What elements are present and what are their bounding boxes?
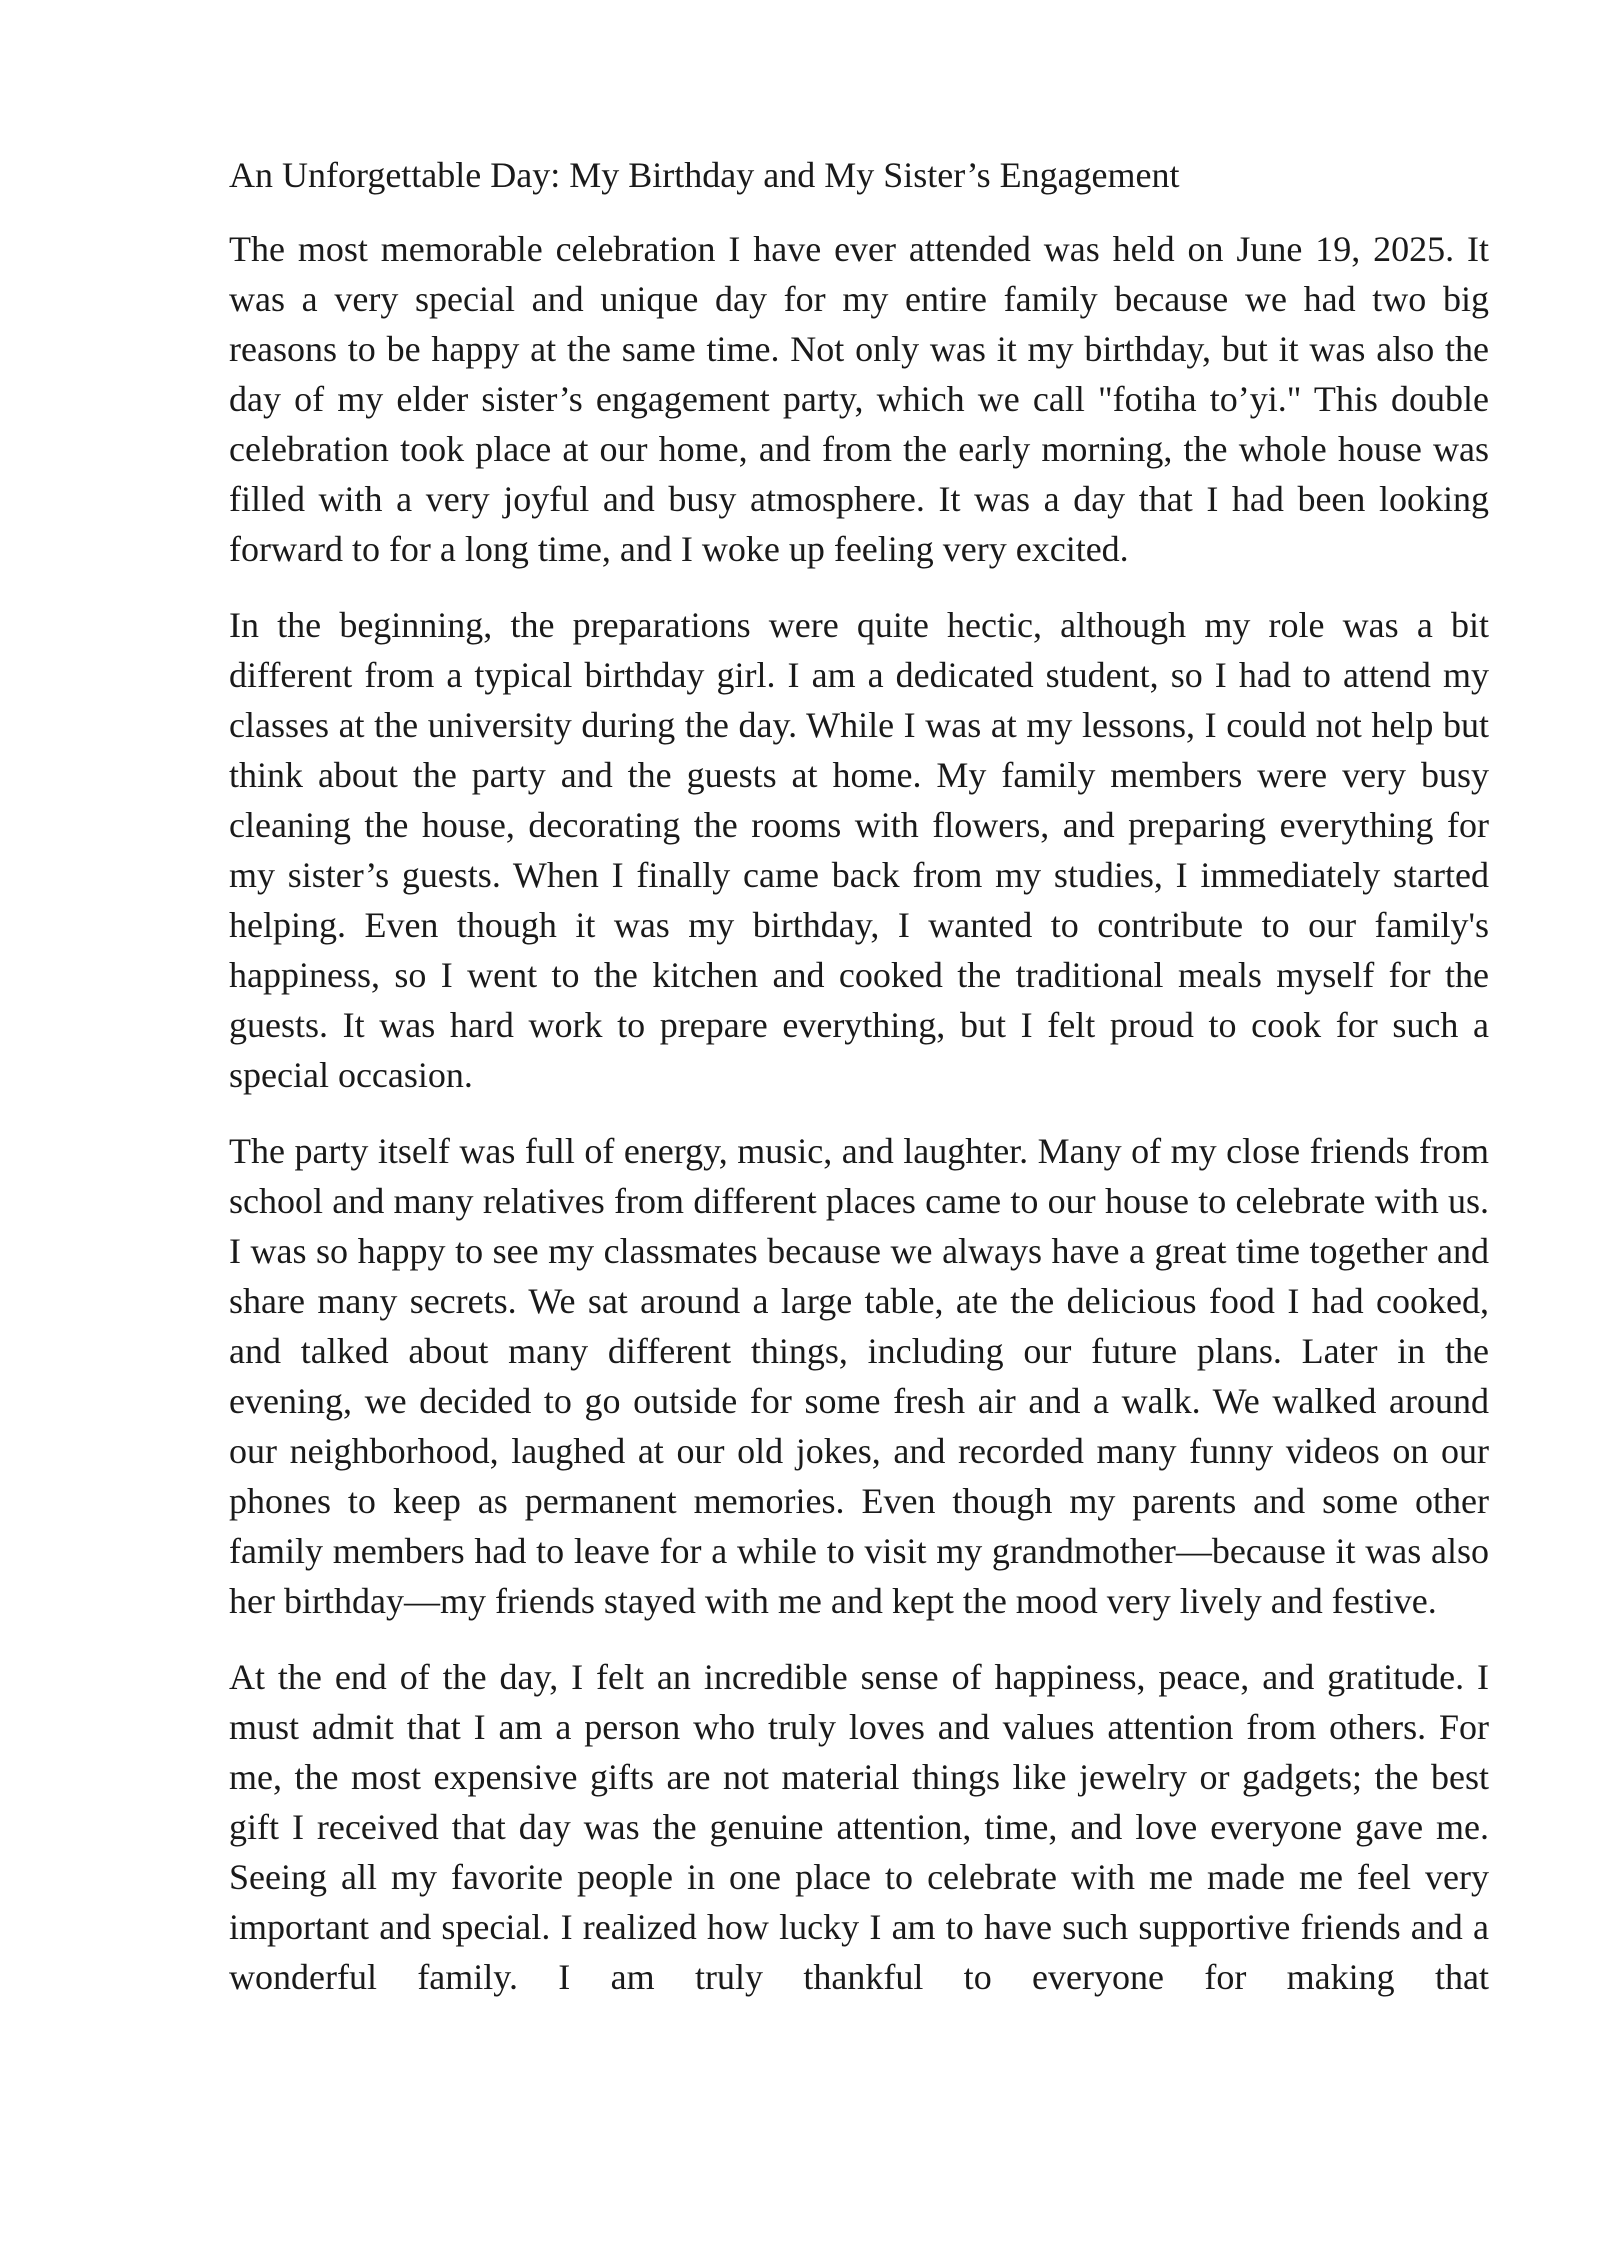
paragraph-2: In the beginning, the preparations were quite hectic, although my role was a bit different from a typical birthday girl. I am a dedicated student, so I had to attend my classes at the university during the day. While I was at my lessons, I could not help but think about the party and the guests at home. My family members were very busy cleaning the house, decorating the rooms with flowers, and preparing everything for my sister’s guests. When I finally came back from my studies, I immediately started helping. Even though it was my birthday, I wanted to contribute to our family's happiness, so I went to the kitchen and cooked the traditional meals myself for the guests. It was hard work to prepare everything, but I felt proud to cook for such a special occasion. bbox=[229, 605, 1489, 1095]
paragraph-3: The party itself was full of energy, music, and laughter. Many of my close friends from school and many relatives from different places came to our house to celebrate with us. I was so happy to see my classmates because we always have a great time together and share many secrets. We sat around a large table, ate the delicious food I had cooked, and talked about many different things, including our future plans. Later in the evening, we decided to go outside for some fresh air and a walk. We walked around our neighborhood, laughed at our old jokes, and recorded many funny videos on our phones to keep as permanent memories. Even though my parents and some other family members had to leave for a while to visit my grandmother—because it was also her birthday—my friends stayed with me and kept the mood very lively and festive. bbox=[229, 1131, 1489, 1621]
paragraph-4: At the end of the day, I felt an incredible sense of happiness, peace, and gratitude. I must admit that I am a person who truly loves and values attention from others. For me, the most expensive gifts are not material things like jewelry or gadgets; the best gift I received that day was the genuine attention, time, and love everyone gave me. Seeing all my favorite people in one place to celebrate with me made me feel very important and special. I realized how lucky I am to have such supportive friends and a wonderful family. I am truly thankful to everyone for making that bbox=[229, 1657, 1489, 1997]
paragraph-1: The most memorable celebration I have ever attended was held on June 19, 2025. It was a very special and unique day for my entire family because we had two big reasons to be happy at the same time. Not only was it my birthday, but it was also the day of my elder sister’s engagement party, which we call "fotiha to’yi." This double celebration took place at our home, and from the early morning, the whole house was filled with a very joyful and busy atmosphere. It was a day that I had been looking forward to for a long time, and I woke up feeling very excited. bbox=[229, 229, 1489, 569]
document-body bbox=[229, 150, 1489, 2028]
document-title: An Unforgettable Day: My Birthday and My Sister’s Engagement bbox=[229, 155, 1180, 195]
